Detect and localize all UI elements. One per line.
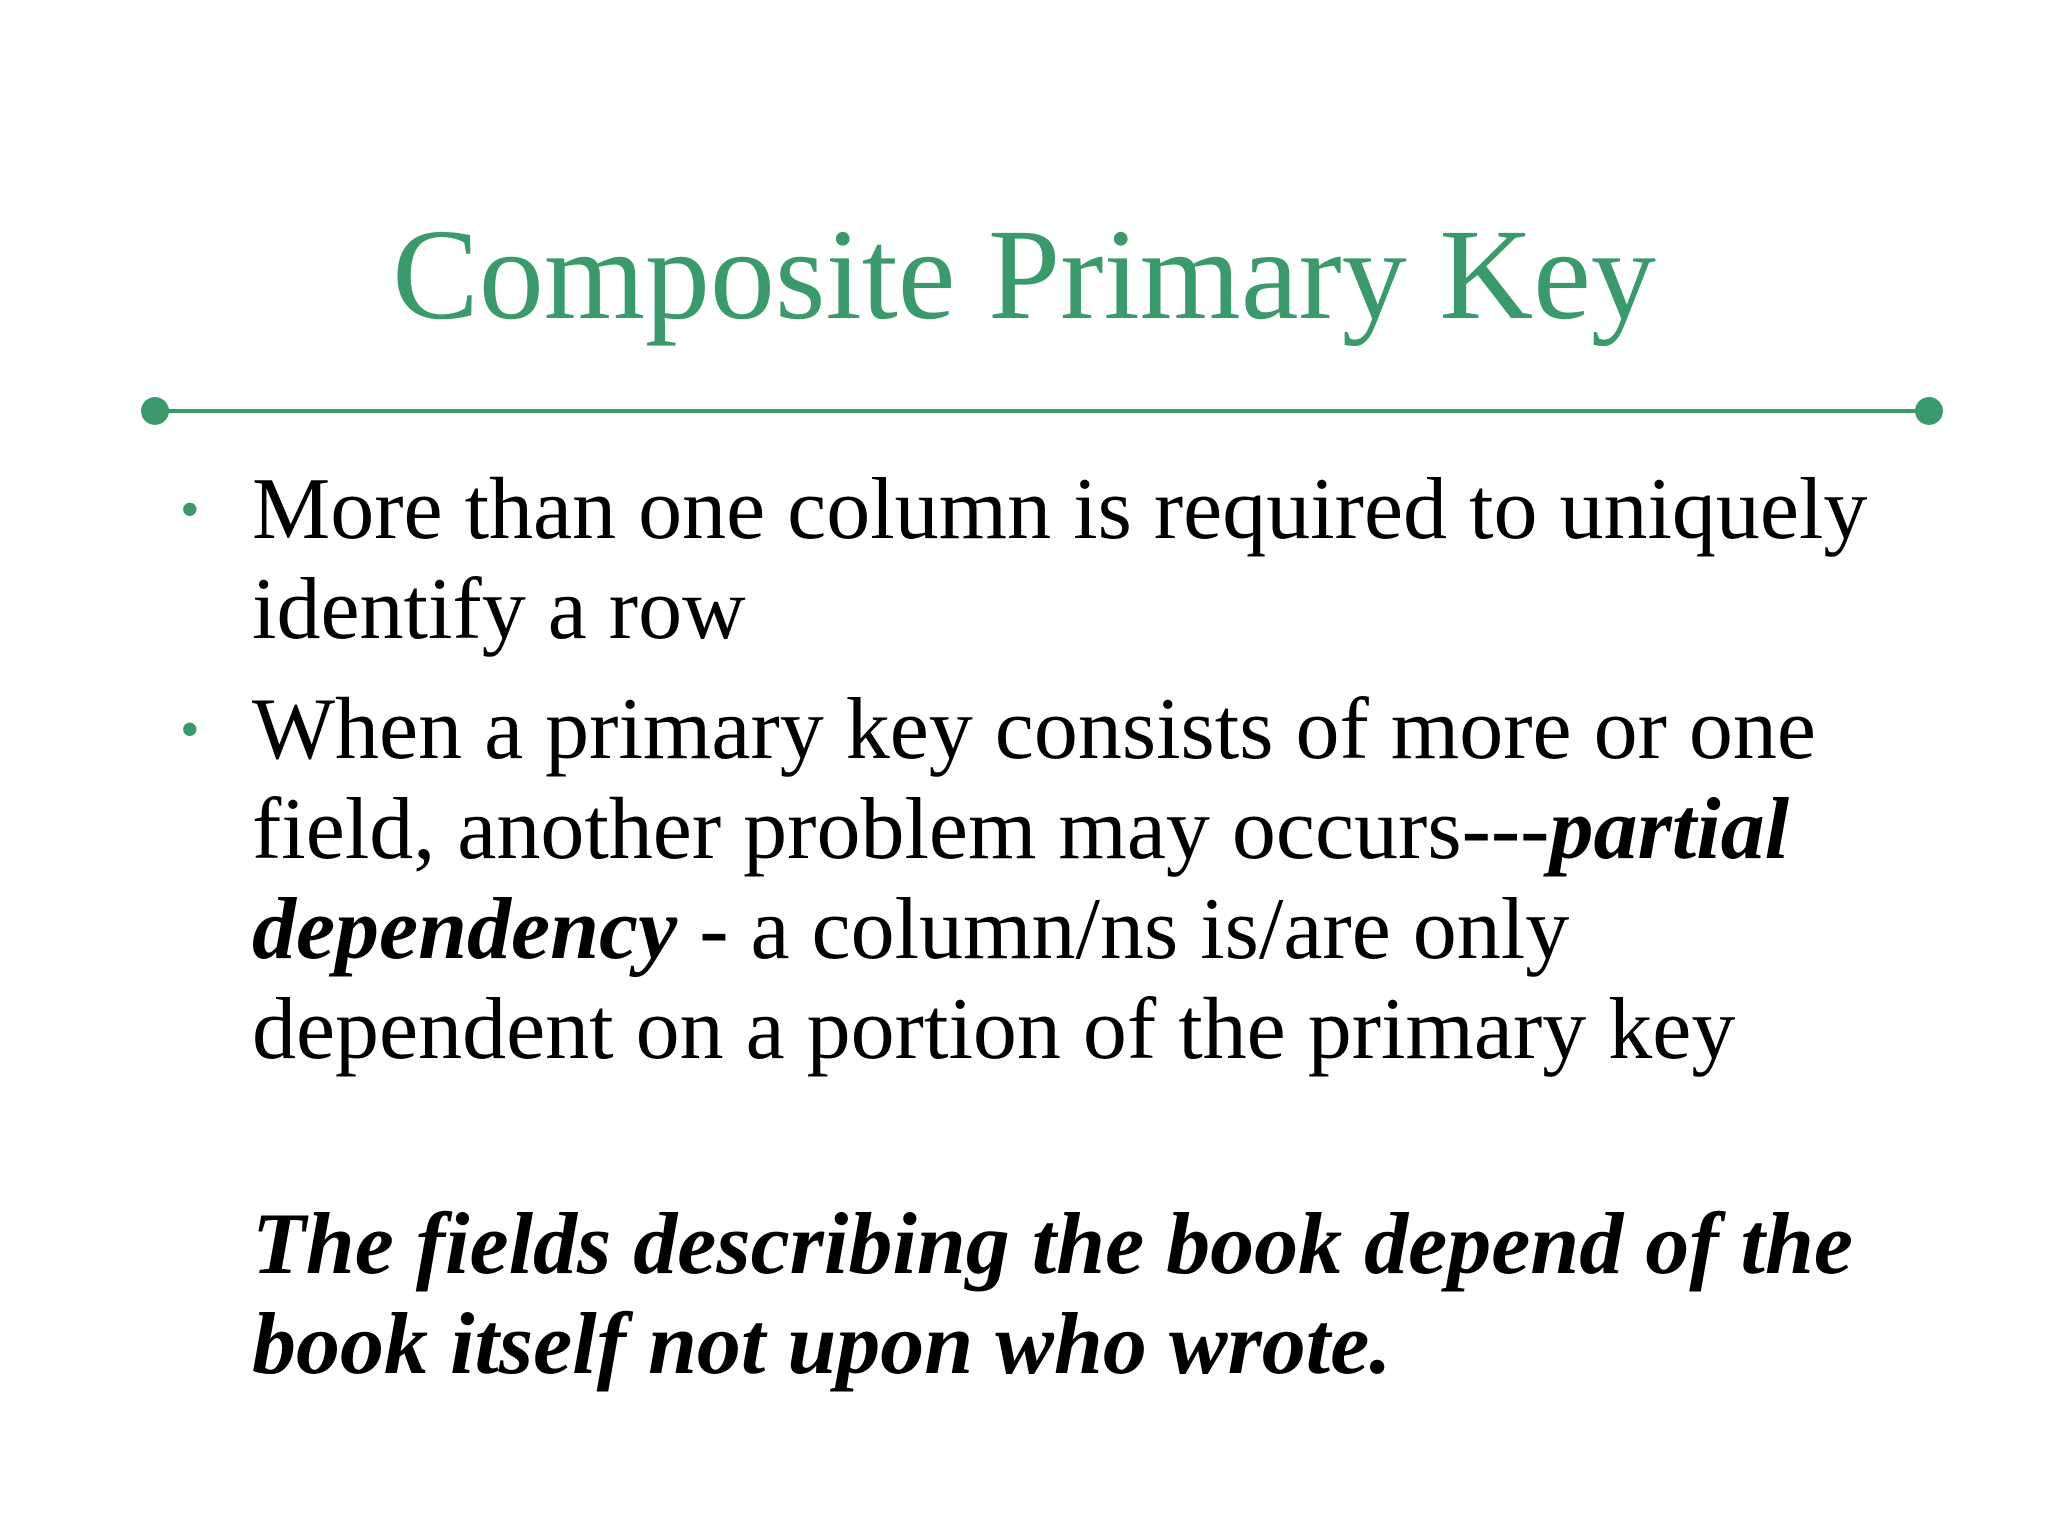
divider-line: [155, 409, 1929, 413]
bullet-marker: •: [180, 479, 200, 541]
bullet-rest-text: - a column/ns is/are only dependent on a portion of the primary key: [252, 881, 1736, 1078]
bullet-text: [252, 680, 1892, 1080]
bullet-marker: •: [180, 699, 200, 761]
divider-left-dot: [141, 397, 169, 425]
bullet-text: More than one column is required to uniquely identify a row: [252, 461, 1868, 658]
title-divider: [155, 409, 1929, 413]
emphasis-note: The fields describing the book depend of the book itself not upon who wrote.: [252, 1196, 1853, 1393]
slide-title: Composite Primary Key: [392, 203, 1656, 347]
divider-right-dot: [1915, 397, 1943, 425]
bullet-lead-text: When a primary key consists of more or one field, another problem may occurs---: [252, 681, 1816, 878]
emphasis-term: partial dependency: [252, 781, 1790, 978]
